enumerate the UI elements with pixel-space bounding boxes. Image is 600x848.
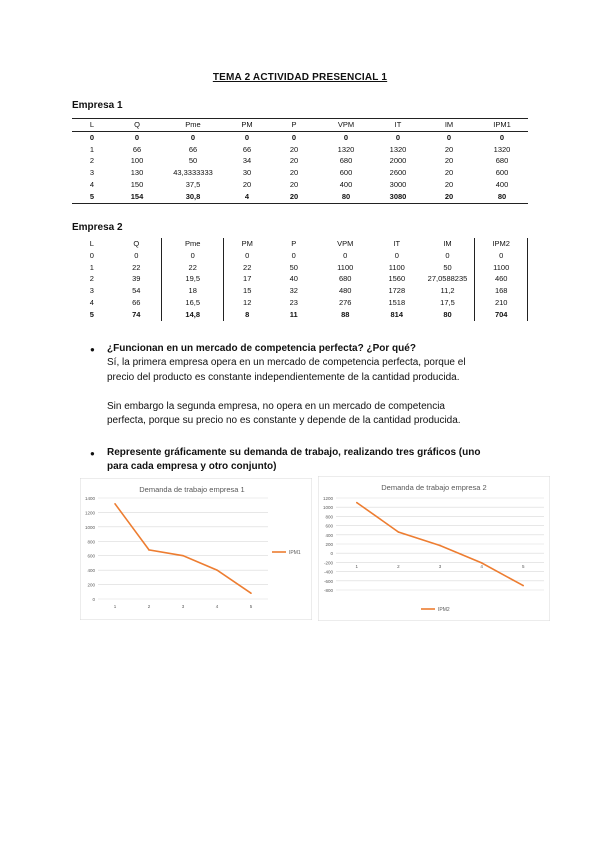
table-cell: 19,5 <box>162 273 224 285</box>
table-row <box>72 131 528 143</box>
table-cell: 3080 <box>374 191 422 203</box>
table-row <box>72 297 528 309</box>
table-cell: 0 <box>291 250 296 260</box>
table-cell: 4 <box>224 191 270 203</box>
table-cell: 0 <box>343 132 349 142</box>
y-tick-label: -200 <box>323 560 333 566</box>
data-point <box>356 502 358 504</box>
table-cell: 276 <box>338 297 352 307</box>
table-cell: 0 <box>190 132 196 142</box>
question-line: para cada empresa y otro conjunto) <box>107 461 277 472</box>
table-row <box>72 179 528 191</box>
table-cell: 66 <box>188 144 198 154</box>
column-header: IM <box>422 119 476 132</box>
table-cell: 0 <box>395 132 401 142</box>
table-cell: 2000 <box>389 156 407 166</box>
y-tick-label: 200 <box>325 542 333 547</box>
table-cell: 20 <box>289 168 299 178</box>
column-header: IT <box>393 239 401 248</box>
table-cell: 480 <box>338 286 352 296</box>
table-cell: 30 <box>242 168 252 178</box>
x-tick-label: 4 <box>215 604 219 609</box>
data-point <box>216 569 218 571</box>
x-tick-label: 3 <box>438 564 442 569</box>
table-cell: 680 <box>339 156 353 166</box>
table-cell: 1728 <box>388 286 406 296</box>
table-cell: 3000 <box>389 179 407 189</box>
column-header: Q <box>133 239 140 248</box>
y-tick-label: 1000 <box>84 524 95 530</box>
table-cell: 100 <box>130 156 144 166</box>
y-tick-label: 1000 <box>322 505 333 511</box>
table-cell: 1560 <box>388 274 406 284</box>
table-cell: 20 <box>289 156 299 166</box>
y-tick-label: 0 <box>330 551 333 557</box>
table-cell: 4 <box>89 297 94 307</box>
table-cell: 400 <box>495 179 509 189</box>
table-cell: 150 <box>130 179 144 189</box>
legend-label: IPM1 <box>289 550 301 556</box>
table-cell: 1320 <box>389 144 407 154</box>
data-point <box>481 562 483 564</box>
y-tick-label: -600 <box>323 578 333 584</box>
table-cell: 20 <box>422 191 476 203</box>
column-header: VPM <box>337 239 354 248</box>
table-cell: 0 <box>446 132 452 142</box>
table-cell: 168 <box>475 285 528 297</box>
y-tick-label: 800 <box>87 539 95 545</box>
table-cell: 18 <box>162 285 224 297</box>
table-cell: 3 <box>89 286 94 296</box>
table-cell: 20 <box>270 191 318 203</box>
column-header: P <box>270 119 318 132</box>
table-cell: 17 <box>224 273 270 285</box>
table-cell: 130 <box>130 168 144 178</box>
data-point <box>250 592 252 594</box>
table-cell: 34 <box>242 156 252 166</box>
table-header-row <box>72 238 528 250</box>
x-tick-label: 1 <box>355 564 359 569</box>
y-tick-label: 0 <box>92 597 95 602</box>
column-header: Q <box>112 119 162 132</box>
column-header: Pme <box>162 238 224 250</box>
chart-title: Demanda de trabajo empresa 2 <box>381 483 487 492</box>
table-cell: 704 <box>475 309 528 321</box>
table-row <box>72 285 528 297</box>
column-header: Pme <box>162 119 224 132</box>
column-header: L <box>72 119 112 132</box>
page-title: TEMA 2 ACTIVIDAD PRESENCIAL 1 <box>212 72 388 83</box>
table-cell: 74 <box>132 309 141 319</box>
table-cell: 88 <box>341 309 350 319</box>
table-cell: 50 <box>443 262 452 272</box>
table-cell: 680 <box>338 274 352 284</box>
empresa2-heading: Empresa 2 <box>72 222 123 233</box>
table-row <box>72 144 528 156</box>
table-header-row <box>72 119 528 132</box>
table-cell: 1100 <box>337 262 354 272</box>
table-cell: 1100 <box>475 262 528 274</box>
x-tick-label: 1 <box>113 604 117 609</box>
column-header: L <box>89 239 94 248</box>
data-point <box>522 585 524 587</box>
table-row <box>72 273 528 285</box>
table-row <box>72 167 528 179</box>
y-tick-label: 1200 <box>84 510 95 516</box>
x-tick-label: 2 <box>147 604 151 609</box>
table-cell: 20 <box>242 179 252 189</box>
y-tick-label: 400 <box>87 568 95 574</box>
table-row <box>72 191 528 203</box>
y-tick-label: 800 <box>325 514 333 520</box>
data-point <box>182 555 184 557</box>
y-tick-label: 1200 <box>322 496 333 501</box>
table-cell: 0 <box>244 132 250 142</box>
table-cell: 2600 <box>389 168 407 178</box>
column-header: P <box>291 239 297 248</box>
table-cell: 66 <box>132 144 142 154</box>
table-cell: 0 <box>89 250 94 260</box>
column-header: PM <box>224 238 270 250</box>
empresa1-table <box>72 118 528 204</box>
empresa2-table <box>72 238 528 321</box>
answer-line: perfecta, porque su precio no es constante y depende de la cantidad producida. <box>107 415 461 426</box>
table-cell: 0 <box>499 132 505 142</box>
table-cell: 66 <box>242 144 252 154</box>
x-tick-label: 5 <box>521 564 525 569</box>
table-cell: 20 <box>289 144 299 154</box>
answer-line: precio del producto es constante independientemente de la cantidad producida. <box>107 371 460 383</box>
table-cell: 210 <box>475 297 528 309</box>
table-cell: 43,3333333 <box>173 168 213 178</box>
table-cell: 8 <box>224 309 270 321</box>
x-tick-label: 4 <box>480 564 483 569</box>
table-cell: 15 <box>224 285 270 297</box>
table-cell: 2 <box>89 156 95 166</box>
table-cell: 1320 <box>493 144 511 154</box>
table-cell: 20 <box>444 144 454 154</box>
table-cell: 0 <box>475 250 528 262</box>
table-cell: 54 <box>132 286 141 296</box>
table-cell: 80 <box>443 309 452 319</box>
table-cell: 2 <box>89 274 94 284</box>
table-cell: 17,5 <box>440 297 455 307</box>
chart-title: Demanda de trabajo empresa 1 <box>139 485 245 494</box>
table-cell: 1320 <box>337 144 355 154</box>
chart-empresa1 <box>80 478 312 620</box>
x-tick-label: 2 <box>397 564 400 569</box>
table-cell: 0 <box>162 250 224 262</box>
table-cell: 37,5 <box>185 179 201 189</box>
table-cell: 400 <box>339 179 353 189</box>
data-point <box>398 531 400 533</box>
question-1: ¿Funcionan en un mercado de competencia perfecta? ¿Por qué? <box>107 343 416 354</box>
table-cell: 0 <box>224 250 270 262</box>
table-cell: 30,8 <box>162 191 224 203</box>
data-point <box>148 549 150 551</box>
table-cell: 50 <box>289 262 298 272</box>
chart-empresa2 <box>318 476 550 621</box>
table-cell: 40 <box>289 274 298 284</box>
table-cell: 11 <box>289 309 298 319</box>
answer-line <box>107 385 547 400</box>
column-header: IM <box>443 239 452 248</box>
table-cell: 814 <box>390 309 404 319</box>
y-tick-label: 200 <box>87 582 95 588</box>
y-tick-label: 600 <box>87 553 95 559</box>
table-cell: 460 <box>475 273 528 285</box>
table-cell: 50 <box>188 156 198 166</box>
table-cell: 0 <box>445 250 450 260</box>
column-header: VPM <box>318 119 374 132</box>
column-header: IPM1 <box>476 119 528 132</box>
column-header: IPM2 <box>475 238 528 250</box>
bullet-dot: ● <box>90 449 95 458</box>
legend-label: IPM2 <box>438 607 450 613</box>
table-cell: 20 <box>444 168 454 178</box>
data-point <box>114 503 116 505</box>
table-cell: 20 <box>444 179 454 189</box>
table-cell: 1100 <box>388 262 405 272</box>
table-row <box>72 262 528 274</box>
y-tick-label: -800 <box>323 588 333 593</box>
table-cell: 1518 <box>388 297 406 307</box>
question-2 <box>107 446 547 474</box>
table-cell: 5 <box>89 309 94 319</box>
table-cell: 4 <box>89 179 95 189</box>
table-cell: 1 <box>89 262 94 272</box>
y-tick-label: 1400 <box>84 496 95 501</box>
y-tick-label: -400 <box>323 569 333 575</box>
y-tick-label: 400 <box>325 532 333 538</box>
answer-line: Sin embargo la segunda empresa, no opera en un mercado de competencia <box>107 400 445 412</box>
table-cell: 0 <box>343 250 348 260</box>
table-cell: 0 <box>291 132 297 142</box>
table-cell: 1 <box>89 144 95 154</box>
answer-line: Sí, la primera empresa opera en un mercado de competencia perfecta, porque el <box>107 357 466 368</box>
table-cell: 0 <box>134 132 140 142</box>
column-header: PM <box>224 119 270 132</box>
table-cell: 22 <box>224 262 270 274</box>
table-cell: 27,0588235 <box>427 274 468 284</box>
bullet-dot: ● <box>90 345 95 354</box>
table-row <box>72 155 528 167</box>
answer-1 <box>107 356 547 429</box>
table-cell: 11,2 <box>440 286 455 296</box>
table-cell: 16,5 <box>162 297 224 309</box>
data-point <box>439 545 441 547</box>
table-cell: 600 <box>339 168 353 178</box>
y-tick-label: 600 <box>325 523 333 529</box>
table-cell: 66 <box>132 297 141 307</box>
table-cell: 32 <box>289 286 298 296</box>
x-tick-label: 3 <box>181 604 185 609</box>
table-cell: 22 <box>162 262 224 274</box>
table-cell: 20 <box>289 179 299 189</box>
table-cell: 680 <box>495 156 509 166</box>
table-cell: 5 <box>72 191 112 203</box>
empresa1-heading: Empresa 1 <box>72 100 123 111</box>
table-cell: 0 <box>89 132 95 142</box>
table-row <box>72 309 528 321</box>
table-cell: 0 <box>134 250 139 260</box>
table-cell: 3 <box>89 168 95 178</box>
column-header: IT <box>374 119 422 132</box>
table-cell: 20 <box>444 156 454 166</box>
x-tick-label: 5 <box>249 604 253 609</box>
table-cell: 23 <box>289 297 298 307</box>
table-cell: 80 <box>476 191 528 203</box>
table-row <box>72 250 528 262</box>
table-cell: 22 <box>132 262 141 272</box>
question-line: Represente gráficamente su demanda de trabajo, realizando tres gráficos (uno <box>107 447 481 458</box>
table-cell: 154 <box>112 191 162 203</box>
table-cell: 80 <box>318 191 374 203</box>
table-cell: 600 <box>495 168 509 178</box>
table-cell: 12 <box>224 297 270 309</box>
table-cell: 0 <box>394 250 399 260</box>
table-cell: 39 <box>132 274 141 284</box>
table-cell: 14,8 <box>162 309 224 321</box>
